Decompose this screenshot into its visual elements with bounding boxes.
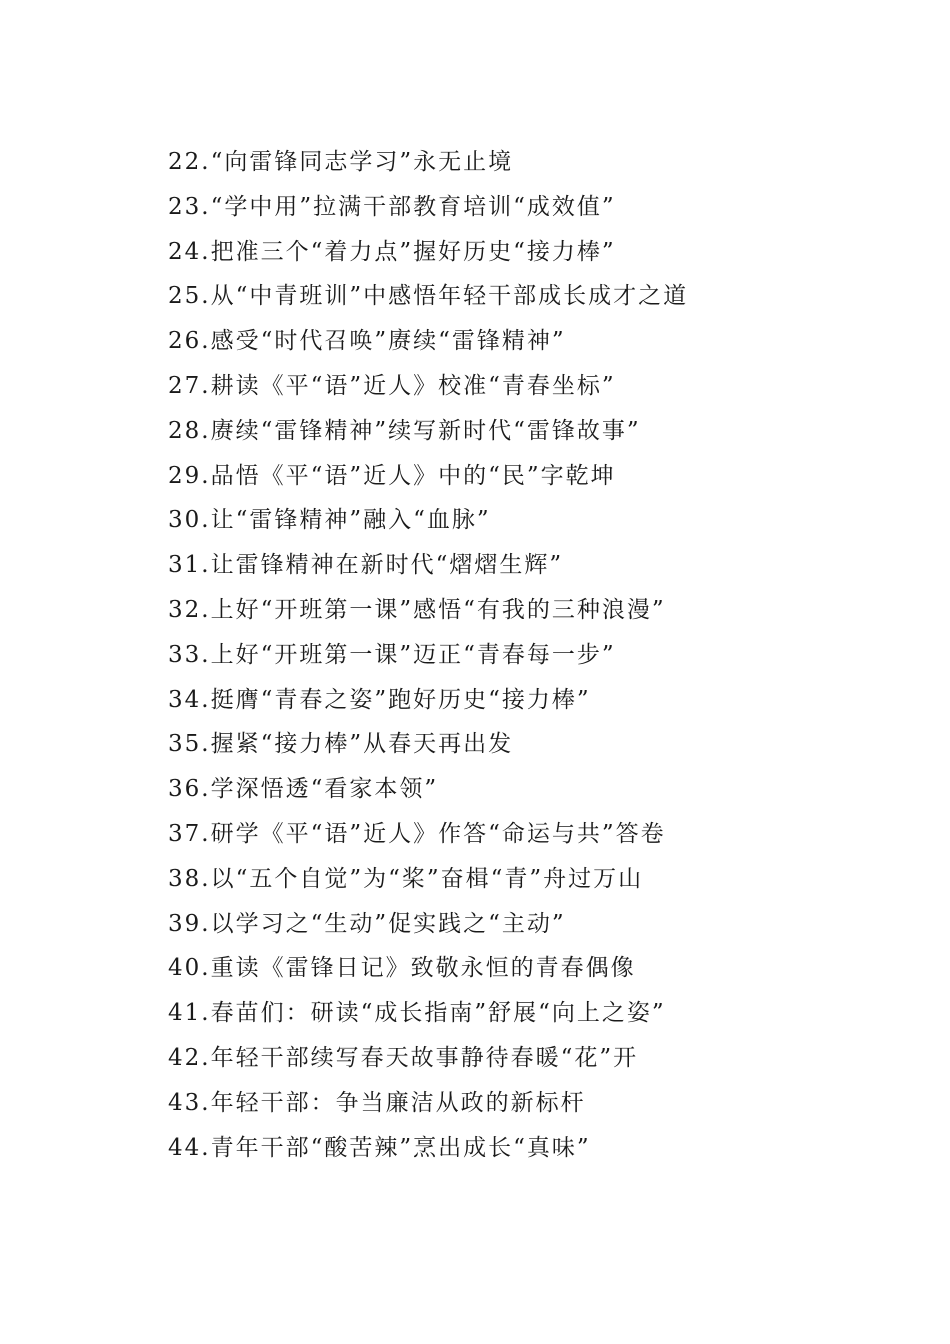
list-item: 25.从“中青班训”中感悟年轻干部成长成才之道 bbox=[168, 283, 689, 310]
list-item: 32.上好“开班第一课”感悟“有我的三种浪漫” bbox=[168, 596, 666, 623]
list-item: 27.耕读《平“语”近人》校准“青春坐标” bbox=[168, 372, 616, 399]
list-item: 26.感受“时代召唤”赓续“雷锋精神” bbox=[168, 328, 566, 355]
list-item: 29.品悟《平“语”近人》中的“民”字乾坤 bbox=[168, 462, 616, 489]
list-item: 34.挺膺“青春之姿”跑好历史“接力棒” bbox=[168, 686, 591, 713]
list-item: 31.让雷锋精神在新时代“熠熠生辉” bbox=[168, 552, 564, 579]
list-item: 33.上好“开班第一课”迈正“青春每一步” bbox=[168, 641, 616, 668]
list-item: 36.学深悟透“看家本领” bbox=[168, 776, 439, 803]
list-item: 40.重读《雷锋日记》致敬永恒的青春偶像 bbox=[168, 955, 636, 982]
list-item: 43.年轻干部：争当廉洁从政的新标杆 bbox=[168, 1089, 586, 1116]
list-item: 41.春苗们：研读“成长指南”舒展“向上之姿” bbox=[168, 1000, 666, 1027]
list-item: 22.“向雷锋同志学习”永无止境 bbox=[168, 149, 514, 175]
list-item: 42.年轻干部续写春天故事静待春暖“花”开 bbox=[168, 1044, 639, 1071]
list-item: 39.以学习之“生动”促实践之“主动” bbox=[168, 910, 566, 937]
list-item: 38.以“五个自觉”为“桨”奋楫“青”舟过万山 bbox=[168, 865, 644, 892]
list-item: 23.“学中用”拉满干部教育培训“成效值” bbox=[168, 193, 616, 220]
list-item: 28.赓续“雷锋精神”续写新时代“雷锋故事” bbox=[168, 417, 641, 444]
list-item: 35.握紧“接力棒”从春天再出发 bbox=[168, 731, 514, 758]
list-item: 44.青年干部“酸苦辣”烹出成长“真味” bbox=[168, 1134, 591, 1161]
list-item: 24.把准三个“着力点”握好历史“接力棒” bbox=[168, 238, 616, 265]
list-item: 30.让“雷锋精神”融入“血脉” bbox=[168, 507, 491, 534]
title-list bbox=[168, 140, 688, 1170]
list-item: 37.研学《平“语”近人》作答“命运与共”答卷 bbox=[168, 820, 666, 847]
